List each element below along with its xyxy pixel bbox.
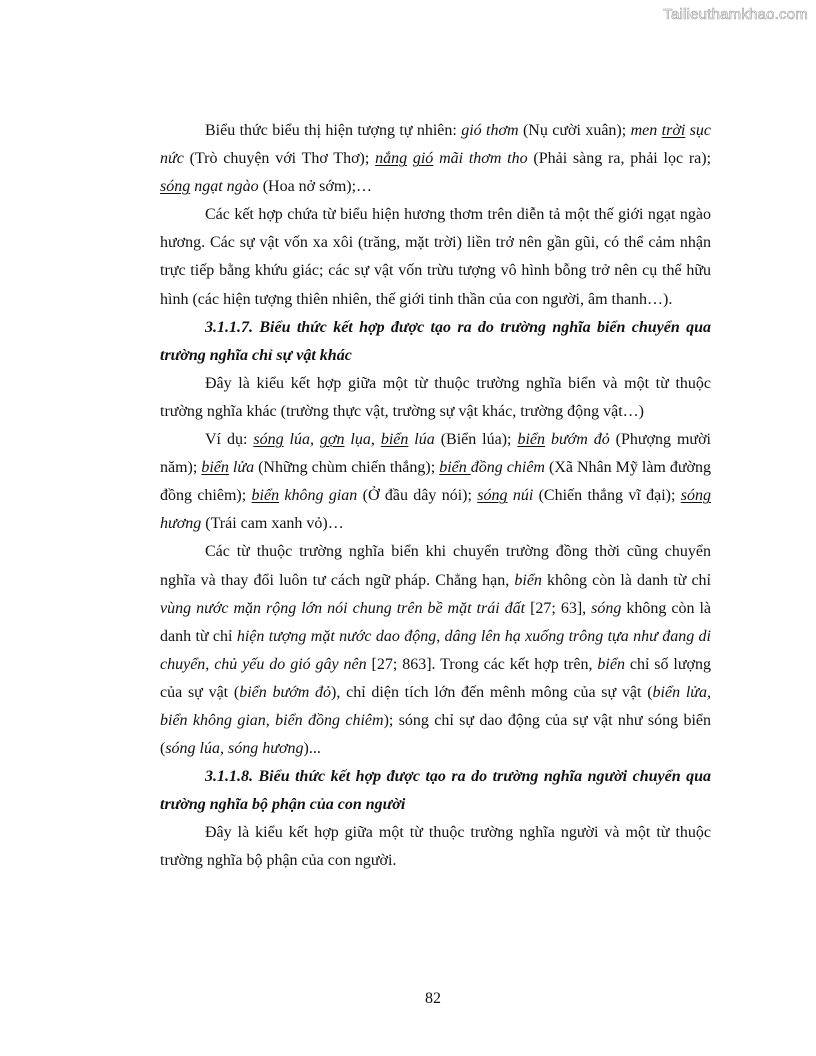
- italic-text: sục nức: [160, 122, 712, 168]
- text-run: (Những chùm chiến thắng);: [254, 459, 440, 477]
- text-run: (Phải sàng ra, phải lọc ra);: [527, 150, 712, 168]
- underlined-term: biển: [251, 487, 280, 505]
- text-run: (Trò chuyện với Thơ Thơ);: [183, 150, 376, 168]
- underlined-term: gió: [412, 150, 434, 168]
- text-run: (Ở đầu dây nói);: [357, 487, 478, 505]
- italic-text: biển: [597, 655, 625, 673]
- text-run: (Nụ cười xuân);: [518, 122, 631, 139]
- underlined-term: sóng: [253, 431, 284, 449]
- text-run: không còn là danh từ chỉ: [160, 599, 712, 645]
- italic-text: ngạt ngào: [190, 178, 259, 196]
- watermark: Tailieuthamkhao.com: [663, 6, 808, 23]
- underlined-term: trời: [661, 122, 686, 139]
- underlined-term: sóng: [680, 487, 712, 505]
- italic-text: gió thơm: [461, 122, 519, 139]
- text-run: chỉ số lượng của sự vật (: [160, 655, 711, 701]
- italic-text: núi: [507, 487, 534, 505]
- paragraph: [160, 201, 711, 313]
- text-run: (Chiến thắng vĩ đại);: [533, 487, 681, 505]
- text-run: Các từ thuộc trường nghĩa biển khi chuyển trường đồng thời cũng chuyển nghĩa và thay đổi luôn tư cách ngữ pháp. Chẳng hạn,: [160, 543, 711, 589]
- text-run: Đây là kiểu kết hợp giữa một từ thuộc trường nghĩa biển và một từ thuộc trường nghĩa khác (trường thực vật, trường sự vật khác, trường động vật…): [160, 374, 711, 420]
- underlined-term: biển: [439, 459, 471, 477]
- paragraph: [160, 538, 711, 763]
- italic-text: men: [630, 122, 662, 139]
- underlined-term: biển: [380, 431, 409, 449]
- text-run: ), chỉ diện tích lớn đến mênh mông của sự vật (: [331, 683, 653, 701]
- text-run: Ví dụ:: [205, 431, 254, 449]
- italic-text: biển: [514, 571, 542, 589]
- page-number: 82: [425, 990, 441, 1007]
- text-run: ); sóng chỉ sự dao động của sự vật như sóng biển (: [160, 711, 712, 758]
- italic-text: lụa,: [344, 431, 381, 449]
- text-run: (Biển lúa);: [434, 431, 518, 449]
- underlined-term: gợn: [319, 431, 345, 449]
- text-run: Đây là kiểu kết hợp giữa một từ thuộc trường nghĩa người và một từ thuộc trường nghĩa bộ phận của con người.: [160, 824, 711, 870]
- italic-text: hương: [160, 515, 202, 533]
- text-run: (Hoa nở sớm);…: [258, 178, 373, 196]
- section-heading: [160, 763, 711, 819]
- text-run: không còn là danh từ chỉ: [541, 571, 711, 589]
- text-run: [27; 63],: [525, 599, 592, 617]
- underlined-term: biển: [517, 431, 545, 449]
- italic-text: sóng lúa, sóng hương: [165, 740, 304, 758]
- italic-text: hiện tượng mặt nước dao động, dâng lên hạ xuống trông tựa như đang di chuyển, chủ yếu do gió gây nên: [160, 627, 712, 673]
- underlined-term: biển: [201, 459, 229, 477]
- italic-text: lúa,: [283, 431, 320, 449]
- italic-text: bướm đỏ: [545, 431, 610, 449]
- text-run: (Phượng mười năm);: [160, 431, 711, 477]
- italic-text: biển lửa, biển không gian, biển đồng chiêm: [160, 683, 712, 729]
- italic-text: không gian: [279, 487, 358, 505]
- italic-text: lúa: [408, 431, 435, 449]
- italic-text: đồng chiêm: [470, 459, 545, 477]
- italic-text: mãi thơm tho: [433, 150, 528, 168]
- text-run: 3.1.1.7. Biểu thức kết hợp được tạo ra do trường nghĩa biển chuyển qua trường nghĩa chỉ sự vật khác: [160, 318, 711, 364]
- underlined-term: sóng: [477, 487, 508, 505]
- text-run: 3.1.1.8. Biểu thức kết hợp được tạo ra do trường nghĩa người chuyển qua trường nghĩa bộ phận của con người: [160, 768, 711, 814]
- text-run: Biểu thức biểu thị hiện tượng tự nhiên:: [205, 122, 462, 139]
- italic-text: vùng nước mặn rộng lớn nói chung trên bề mặt trái đất: [160, 599, 526, 617]
- italic-text: sóng: [591, 599, 622, 617]
- paragraph: [160, 117, 711, 201]
- underlined-term: sóng: [160, 178, 191, 196]
- italic-text: lửa: [228, 459, 255, 477]
- document-body: [160, 117, 711, 876]
- paragraph: [160, 370, 711, 426]
- italic-text: biển bướm đỏ: [239, 683, 332, 701]
- text-run: (Trái cam xanh vỏ)…: [201, 515, 344, 533]
- paragraph: [160, 819, 711, 875]
- paragraph: [160, 426, 711, 538]
- text-run: Các kết hợp chứa từ biểu hiện hương thơm trên diễn tả một thế giới ngạt ngào hương. Các sự vật vốn xa xôi (trăng, mặt trời) liền trở nên gần gũi, có thể cảm nhận trực tiếp bằng khứu giác; các sự vật vốn trừu tượng vô hình bỗng trở nên cụ thể hữu hình (các hiện tượng thiên nhiên, thế giới tinh thần của con người, âm thanh…).: [160, 206, 711, 308]
- section-heading: [160, 314, 711, 370]
- text-run: (Xã Nhân Mỹ làm đường đồng chiêm);: [160, 459, 712, 505]
- underlined-term: nắng: [375, 150, 408, 168]
- text-run: )...: [303, 740, 321, 758]
- text-run: [27; 863]. Trong các kết hợp trên,: [366, 655, 598, 673]
